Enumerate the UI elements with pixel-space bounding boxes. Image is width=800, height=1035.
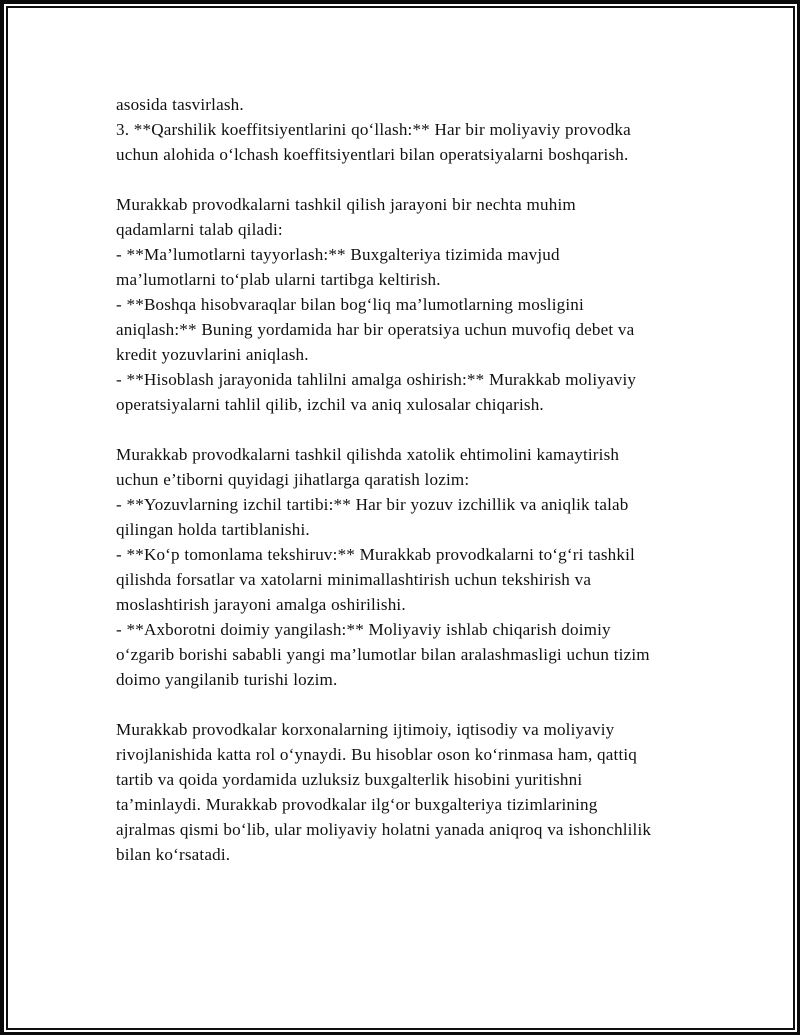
text-line: - **Axborotni doimiy yangilash:** Moliyaviy ishlab chiqarish doimiy — [116, 620, 611, 639]
text-line: - **Hisoblash jarayonida tahlilni amalga oshirish:** Murakkab moliyaviy — [116, 370, 637, 389]
paragraph-block — [116, 442, 694, 692]
text-line: qilingan holda tartiblanishi. — [116, 520, 310, 539]
text-line: - **Koʻp tomonlama tekshiruv:** Murakkab provodkalarni toʻgʻri tashkil — [116, 545, 635, 564]
text-line: uchun e’tiborni quyidagi jihatlarga qaratish lozim: — [116, 470, 470, 489]
text-line: qilishda forsatlar va xatolarni minimallashtirish uchun tekshirish va — [116, 570, 592, 589]
text-line: Murakkab provodkalar korxonalarning ijtimoiy, iqtisodiy va moliyaviy — [116, 720, 615, 739]
text-line: 3. **Qarshilik koeffitsiyentlarini qoʻllash:** Har bir moliyaviy provodka — [116, 120, 631, 139]
text-line: Murakkab provodkalarni tashkil qilishda xatolik ehtimolini kamaytirish — [116, 445, 620, 464]
text-line: oʻzgarib borishi sababli yangi ma’lumotlar bilan aralashmasligi uchun tizim — [116, 645, 650, 664]
paragraph-spacer — [116, 417, 694, 442]
text-line: moslashtirish jarayoni amalga oshirilishi. — [116, 595, 406, 614]
paragraph-spacer — [116, 167, 694, 192]
text-line: qadamlarni talab qiladi: — [116, 220, 283, 239]
page-frame-inner-rule — [6, 6, 795, 1030]
paragraph-spacer — [116, 692, 694, 717]
text-line: asosida tasvirlash. — [116, 95, 244, 114]
text-line: rivojlanishida katta rol oʻynaydi. Bu hisoblar oson koʻrinmasa ham, qattiq — [116, 745, 637, 764]
text-line: - **Yozuvlarning izchil tartibi:** Har bir yozuv izchillik va aniqlik talab — [116, 495, 629, 514]
text-line: operatsiyalarni tahlil qilib, izchil va aniq xulosalar chiqarish. — [116, 395, 544, 414]
paragraph-block — [116, 717, 694, 867]
document-text-body — [116, 92, 694, 867]
text-line: - **Boshqa hisobvaraqlar bilan bogʻliq ma’lumotlarning mosligini — [116, 295, 584, 314]
text-line: ajralmas qismi boʻlib, ular moliyaviy holatni yanada aniqroq va ishonchlilik — [116, 820, 652, 839]
text-line: Murakkab provodkalarni tashkil qilish jarayoni bir nechta muhim — [116, 195, 576, 214]
text-line: doimo yangilanib turishi lozim. — [116, 670, 338, 689]
text-line: uchun alohida oʻlchash koeffitsiyentlari bilan operatsiyalarni boshqarish. — [116, 145, 629, 164]
page-sheet — [8, 8, 793, 1028]
text-line: ta’minlaydi. Murakkab provodkalar ilgʻor buxgalteriya tizimlarining — [116, 795, 598, 814]
text-line: bilan koʻrsatadi. — [116, 845, 231, 864]
text-line: aniqlash:** Buning yordamida har bir operatsiya uchun muvofiq debet va — [116, 320, 635, 339]
paragraph-block — [116, 192, 694, 417]
text-line: ma’lumotlarni toʻplab ularni tartibga keltirish. — [116, 270, 441, 289]
text-line: - **Ma’lumotlarni tayyorlash:** Buxgalteriya tizimida mavjud — [116, 245, 560, 264]
paragraph-block — [116, 92, 694, 167]
text-line: kredit yozuvlarini aniqlash. — [116, 345, 309, 364]
text-line: tartib va qoida yordamida uzluksiz buxgalterlik hisobini yuritishni — [116, 770, 583, 789]
